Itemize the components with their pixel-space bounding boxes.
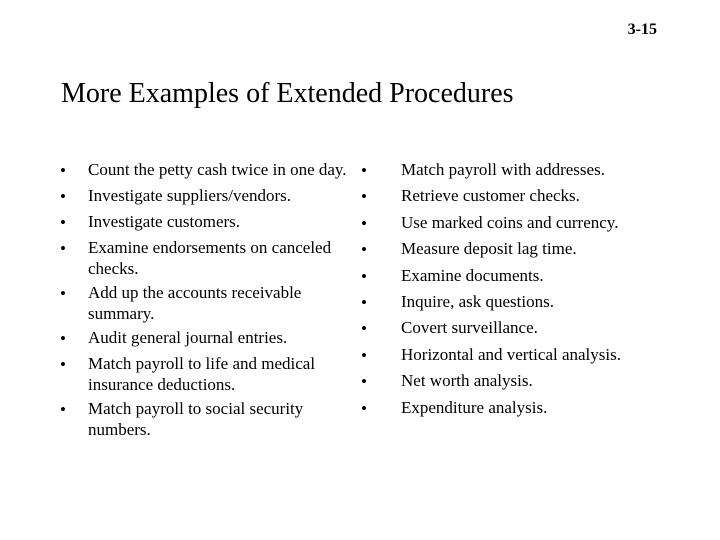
list-item	[359, 397, 689, 420]
list-item-text: Match payroll with addresses.	[401, 160, 605, 179]
list-item-text: Net worth analysis.	[401, 371, 533, 391]
bullet-icon: •	[361, 240, 367, 260]
list-item	[58, 353, 348, 395]
list-item-text: Count the petty cash twice in one day.	[88, 160, 347, 179]
list-item	[58, 327, 348, 350]
list-item	[359, 212, 689, 235]
list-item-text: Use marked coins and currency.	[401, 212, 619, 232]
list-item-text: Measure deposit lag time.	[401, 239, 577, 259]
list-item-text: Match payroll to life and medical insurance deductions.	[88, 354, 316, 394]
list-item-text: Audit general journal entries.	[88, 328, 288, 347]
bullet-icon: •	[361, 187, 367, 207]
page-number: 3-15	[627, 21, 657, 38]
bullet-icon: •	[60, 329, 66, 348]
list-item-text: Inquire, ask questions.	[401, 291, 554, 311]
bullet-icon: •	[361, 319, 367, 339]
bullet-icon: •	[60, 239, 66, 258]
list-item	[58, 211, 348, 234]
bullet-icon: •	[361, 372, 367, 392]
list-item-text: Add up the accounts receivable summary.	[88, 283, 302, 323]
bullet-icon: •	[361, 345, 367, 365]
list-item	[359, 185, 689, 208]
list-item-text: Examine endorsements on canceled checks.	[88, 238, 332, 278]
list-item-text: Match payroll to social security numbers.	[88, 399, 304, 439]
bullet-icon: •	[60, 187, 66, 206]
list-item	[58, 398, 348, 440]
bullet-icon: •	[361, 398, 367, 418]
slide-title: More Examples of Extended Procedures	[61, 78, 514, 109]
list-item	[359, 265, 689, 288]
list-item	[359, 344, 689, 367]
list-item-text: Investigate suppliers/vendors.	[88, 186, 292, 205]
list-item	[58, 282, 348, 324]
list-item	[58, 237, 348, 279]
bullet-icon: •	[60, 355, 66, 374]
list-item-text: Expenditure analysis.	[401, 397, 548, 417]
bullet-icon: •	[60, 213, 66, 232]
bullet-icon: •	[60, 284, 66, 303]
list-item-text: Investigate customers.	[88, 212, 241, 231]
list-item	[359, 370, 689, 393]
bullet-icon: •	[60, 161, 66, 180]
list-item-text: Examine documents.	[401, 265, 544, 285]
list-item	[359, 317, 689, 340]
list-item	[58, 159, 348, 182]
bullet-icon: •	[60, 400, 66, 419]
list-item-text: Covert surveillance.	[401, 318, 538, 338]
bullet-icon: •	[361, 266, 367, 286]
list-item-text: Retrieve customer checks.	[401, 186, 580, 206]
bullet-icon: •	[361, 292, 367, 312]
list-item	[58, 185, 348, 208]
list-item	[359, 291, 689, 314]
right-procedure-list	[359, 159, 689, 423]
list-item-text: Horizontal and vertical analysis.	[401, 344, 621, 364]
list-item	[359, 238, 689, 261]
list-item	[359, 159, 689, 182]
left-procedure-list	[58, 159, 348, 443]
bullet-icon: •	[361, 213, 367, 233]
bullet-icon: •	[361, 161, 367, 180]
